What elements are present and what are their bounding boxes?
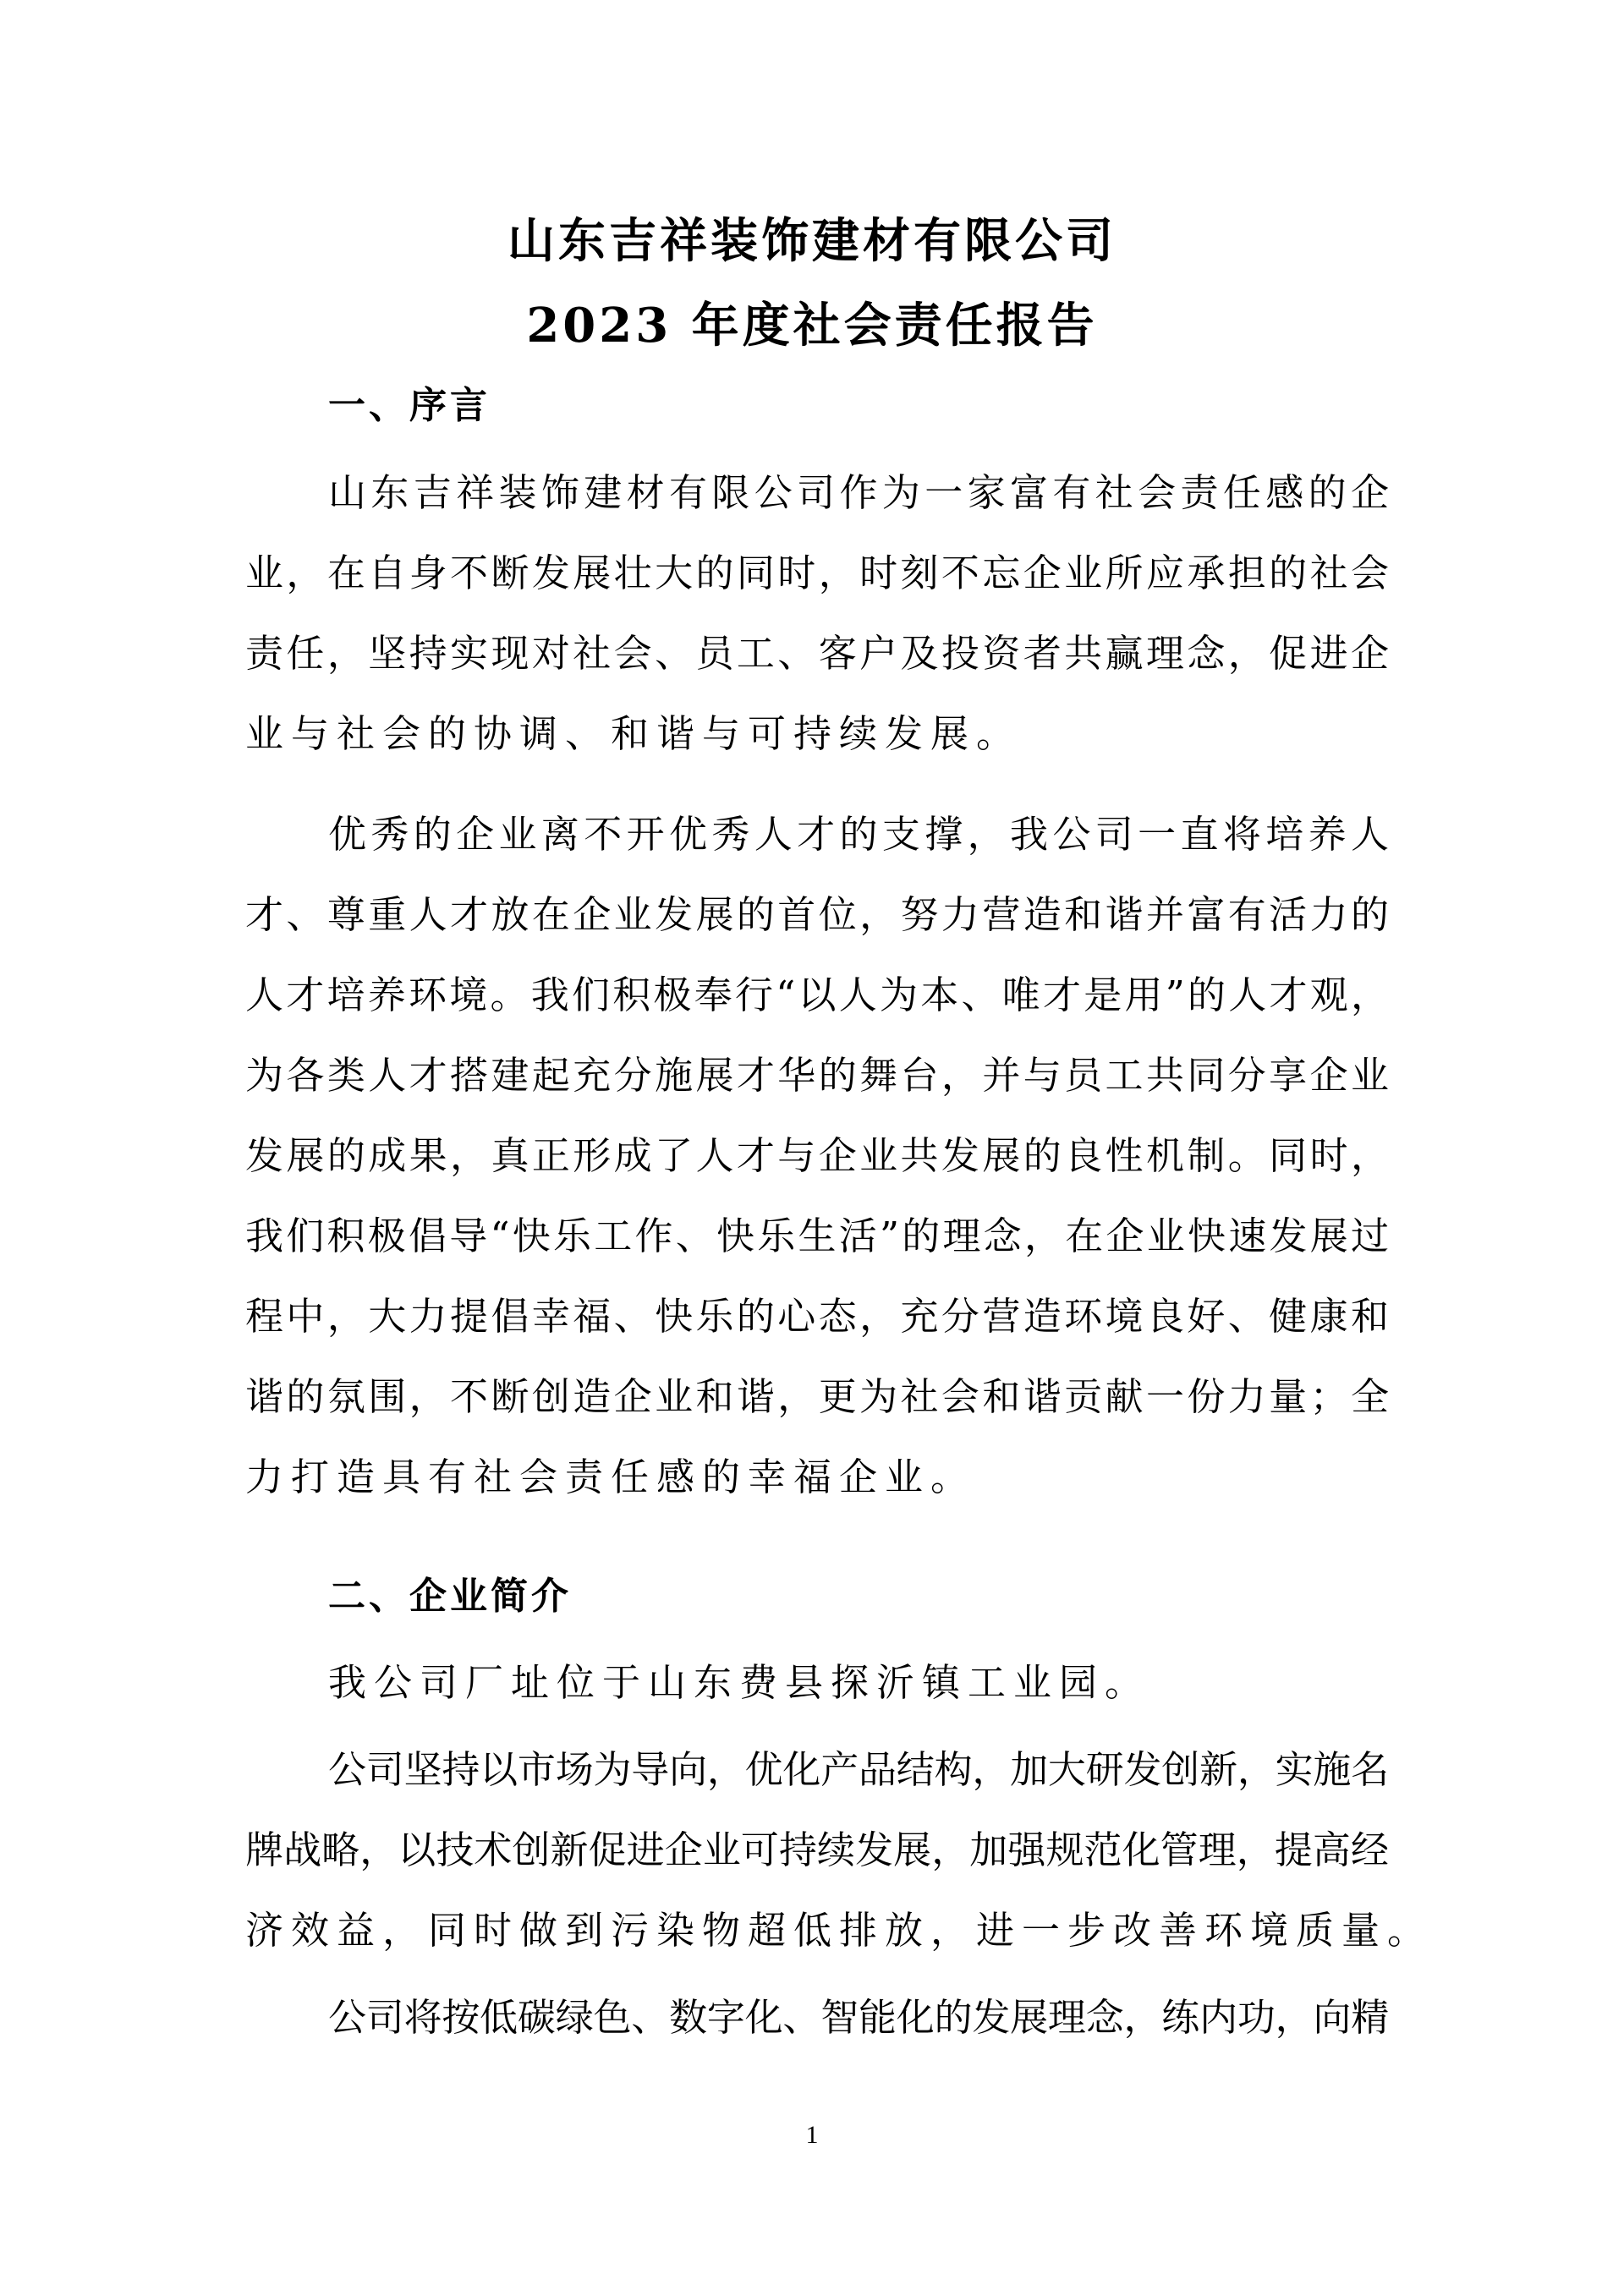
paragraph-line: 公司将按低碳绿色、数字化、智能化的发展理念，练内功，向精 [328, 1995, 1389, 2040]
paragraph-line: 牌战略，以技术创新促进企业可持续发展，加强规范化管理，提高经 [245, 1827, 1389, 1872]
paragraph-line: 人才培养环境。我们积极奉行“以人为本、唯才是用”的人才观， [245, 973, 1389, 1017]
paragraph-line: 山东吉祥装饰建材有限公司作为一家富有社会责任感的企 [328, 470, 1389, 515]
paragraph-line: 业，在自身不断发展壮大的同时，时刻不忘企业所应承担的社会 [245, 551, 1389, 595]
paragraph-line: 济效益，同时做到污染物超低排放，进一步改善环境质量。 [245, 1908, 1434, 1953]
paragraph-line: 才、尊重人才放在企业发展的首位，努力营造和谐并富有活力的 [245, 892, 1389, 937]
paragraph-line: 公司坚持以市场为导向，优化产品结构，加大研发创新，实施名 [328, 1747, 1389, 1792]
paragraph-line: 力打造具有社会责任感的幸福企业。 [245, 1455, 977, 1499]
document-subtitle: 2023 年度社会责任报告 [526, 298, 1098, 353]
paragraph-line: 我们积极倡导“快乐工作、快乐生活”的理念，在企业快速发展过 [245, 1214, 1389, 1258]
section-heading-company-profile: 二、企业简介 [328, 1575, 572, 1618]
paragraph-line: 我公司厂址位于山东费县探沂镇工业园。 [328, 1660, 1151, 1705]
paragraph-line: 优秀的企业离不开优秀人才的支撑，我公司一直将培养人 [328, 812, 1389, 857]
paragraph-line: 谐的氛围，不断创造企业和谐，更为社会和谐贡献一份力量；全 [245, 1374, 1389, 1419]
paragraph-line: 为各类人才搭建起充分施展才华的舞台，并与员工共同分享企业 [245, 1053, 1389, 1098]
paragraph-line: 责任，坚持实现对社会、员工、客户及投资者共赢理念，促进企 [245, 631, 1389, 676]
paragraph-line: 业与社会的协调、和谐与可持续发展。 [245, 711, 1023, 756]
document-title: 山东吉祥装饰建材有限公司 [508, 213, 1116, 269]
paragraph-line: 发展的成果，真正形成了人才与企业共发展的良性机制。同时， [245, 1133, 1389, 1178]
paragraph-line: 程中，大力提倡幸福、快乐的心态，充分营造环境良好、健康和 [245, 1294, 1389, 1339]
page-number: 1 [805, 2121, 819, 2149]
section-heading-preface: 一、序言 [328, 384, 491, 427]
